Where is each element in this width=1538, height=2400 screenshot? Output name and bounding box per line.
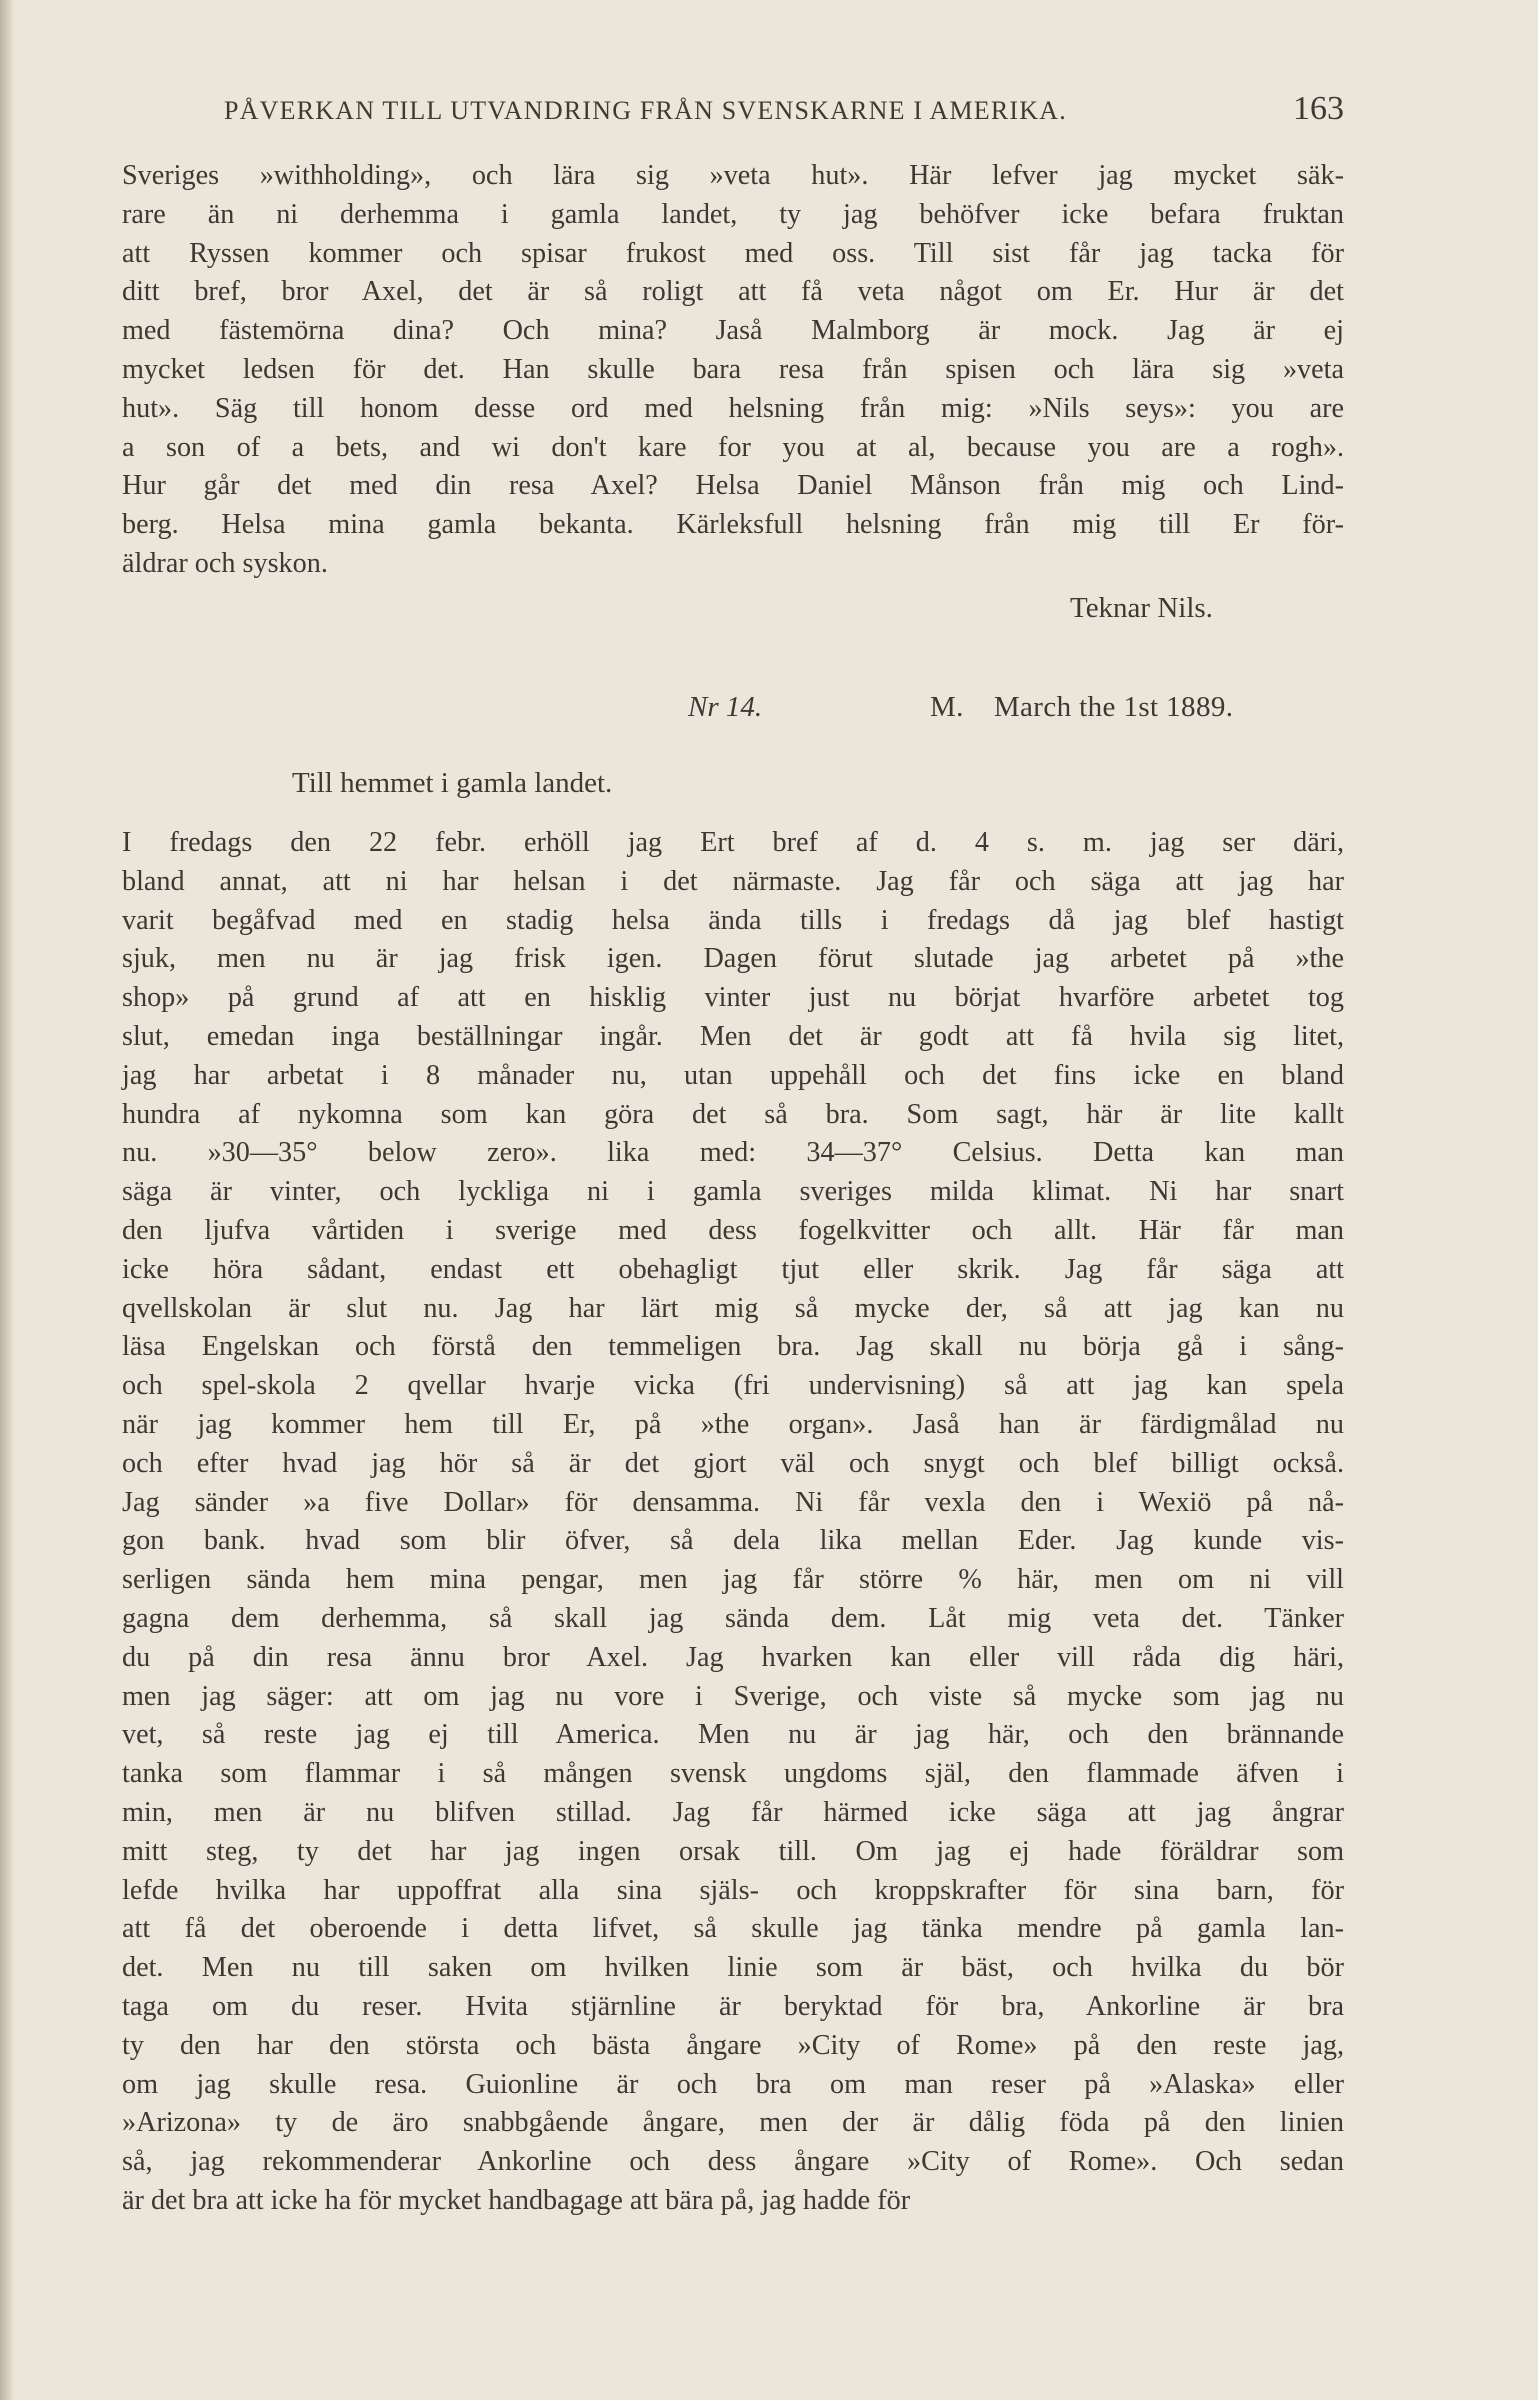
text-line: jag har arbetat i 8 månader nu, utan uppehåll och det fins icke en bland: [122, 1059, 1344, 1091]
letter-14-dateline: [930, 691, 1233, 724]
page-number: 163: [1293, 90, 1344, 127]
text-line: och spel-skola 2 qvellar hvarje vicka (fri undervisning) så att jag kan spela: [122, 1370, 1344, 1402]
text-line: hundra af nykomna som kan göra det så bra. Som sagt, här är lite kallt: [122, 1098, 1344, 1130]
text-line: gagna dem derhemma, så skall jag sända dem. Låt mig veta det. Tänker: [122, 1602, 1344, 1634]
text-line: I fredags den 22 febr. erhöll jag Ert bref af d. 4 s. m. jag ser däri,: [122, 827, 1344, 858]
text-line: shop» på grund af att en hisklig vinter just nu börjat hvarföre arbetet tog: [122, 982, 1344, 1014]
text-line: ty den har den största och bästa ångare »City of Rome» på den reste jag,: [122, 2029, 1344, 2061]
text-line: om jag skulle resa. Guionline är och bra om man reser på »Alaska» eller: [122, 2068, 1344, 2100]
letter-14-body: [122, 824, 1344, 2221]
text-line: rare än ni derhemma i gamla landet, ty jag behöfver icke befara fruktan: [122, 198, 1344, 230]
text-line: mitt steg, ty det har jag ingen orsak till. Om jag ej hade föräldrar som: [122, 1835, 1344, 1867]
text-line: icke höra sådant, endast ett obehagligt tjut eller skrik. Jag får säga att: [122, 1253, 1344, 1285]
text-line: taga om du reser. Hvita stjärnline är beryktad för bra, Ankorline är bra: [122, 1990, 1344, 2022]
text-line: varit begåfvad med en stadig helsa ända tills i fredags då jag blef hastigt: [122, 904, 1344, 936]
running-title: PÅVERKAN TILL UTVANDRING FRÅN SVENSKARNE I AMERIKA.: [224, 96, 1067, 125]
text-line: vet, så reste jag ej till America. Men nu är jag här, och den brännande: [122, 1719, 1344, 1751]
letter-13-body: [122, 157, 1344, 584]
text-line: så, jag rekommenderar Ankorline och dess ångare »City of Rome». Och sedan: [122, 2146, 1344, 2178]
text-line: äldrar och syskon.: [122, 547, 328, 579]
text-line: qvellskolan är slut nu. Jag har lärt mig så mycke der, så att jag kan nu: [122, 1292, 1344, 1324]
text-line: sjuk, men nu är jag frisk igen. Dagen förut slutade jag arbetet på »the: [122, 943, 1344, 975]
text-line: berg. Helsa mina gamla bekanta. Kärleksfull helsning från mig till Er för-: [122, 509, 1344, 541]
running-head: [224, 90, 1344, 127]
text-line: den ljufva vårtiden i sverige med dess fogelkvitter och allt. Här får man: [122, 1214, 1344, 1246]
text-line: säga är vinter, och lyckliga ni i gamla sveriges milda klimat. Ni har snart: [122, 1176, 1344, 1208]
letter-14-salutation: Till hemmet i gamla landet.: [292, 767, 613, 799]
text-line: att Ryssen kommer och spisar frukost med oss. Till sist får jag tacka för: [122, 237, 1344, 269]
text-line: och efter hvad jag hör så är det gjort väl och snygt och blef billigt också.: [122, 1447, 1344, 1479]
text-line: tanka som flammar i så mången svensk ungdoms själ, den flammade äfven i: [122, 1758, 1344, 1790]
letter-14-place: M.: [930, 691, 964, 723]
text-line: Hur går det med din resa Axel? Helsa Daniel Månson från mig och Lind-: [122, 470, 1344, 502]
text-line: du på din resa ännu bror Axel. Jag hvarken kan eller vill råda dig häri,: [122, 1641, 1344, 1673]
text-line: ditt bref, bror Axel, det är så roligt att få veta något om Er. Hur är det: [122, 276, 1344, 308]
letter-13-signature: Teknar Nils.: [1070, 592, 1213, 624]
text-line: »Arizona» ty de äro snabbgående ångare, men der är dålig föda på den linien: [122, 2107, 1344, 2139]
letter-14-number: Nr 14.: [688, 691, 763, 723]
text-line: Sveriges »withholding», och lära sig »veta hut». Här lefver jag mycket säk-: [122, 160, 1344, 191]
text-line: men jag säger: att om jag nu vore i Sverige, och viste så mycke som jag nu: [122, 1680, 1344, 1712]
text-line: när jag kommer hem till Er, på »the organ». Jaså han är färdigmålad nu: [122, 1408, 1344, 1440]
text-line: nu. »30—35° below zero». lika med: 34—37° Celsius. Detta kan man: [122, 1137, 1344, 1169]
text-line: slut, emedan inga beställningar ingår. Men det är godt att få hvila sig litet,: [122, 1020, 1344, 1052]
text-line: det. Men nu till saken om hvilken linie som är bäst, och hvilka du bör: [122, 1952, 1344, 1984]
text-line: lefde hvilka har uppoffrat alla sina själs- och kroppskrafter för sina barn, för: [122, 1874, 1344, 1906]
text-line: bland annat, att ni har helsan i det närmaste. Jag får och säga att jag har: [122, 865, 1344, 897]
text-line: min, men är nu blifven stillad. Jag får härmed icke säga att jag ångrar: [122, 1796, 1344, 1828]
text-line: a son of a bets, and wi don't kare for you at al, because you are a rogh».: [122, 431, 1344, 463]
text-line: läsa Engelskan och förstå den temmeligen bra. Jag skall nu börja gå i sång-: [122, 1331, 1344, 1363]
book-spine-shadow: [0, 0, 14, 2400]
text-line: gon bank. hvad som blir öfver, så dela lika mellan Eder. Jag kunde vis-: [122, 1525, 1344, 1557]
text-line: mycket ledsen för det. Han skulle bara resa från spisen och lära sig »veta: [122, 353, 1344, 385]
text-line: med fästemörna dina? Och mina? Jaså Malmborg är mock. Jag är ej: [122, 315, 1344, 347]
text-line: hut». Säg till honom desse ord med helsning från mig: »Nils seys»: you are: [122, 392, 1344, 424]
text-line: serligen sända hem mina pengar, men jag får större % här, men om ni vill: [122, 1564, 1344, 1596]
text-line: är det bra att icke ha för mycket handbagage att bära på, jag hadde för: [122, 2184, 911, 2216]
text-line: Jag sänder »a five Dollar» för densamma. Ni får vexla den i Wexiö på nå-: [122, 1486, 1344, 1518]
letter-14-date: March the 1st 1889.: [993, 691, 1234, 723]
text-line: att få det oberoende i detta lifvet, så skulle jag tänka mendre på gamla lan-: [122, 1913, 1344, 1945]
